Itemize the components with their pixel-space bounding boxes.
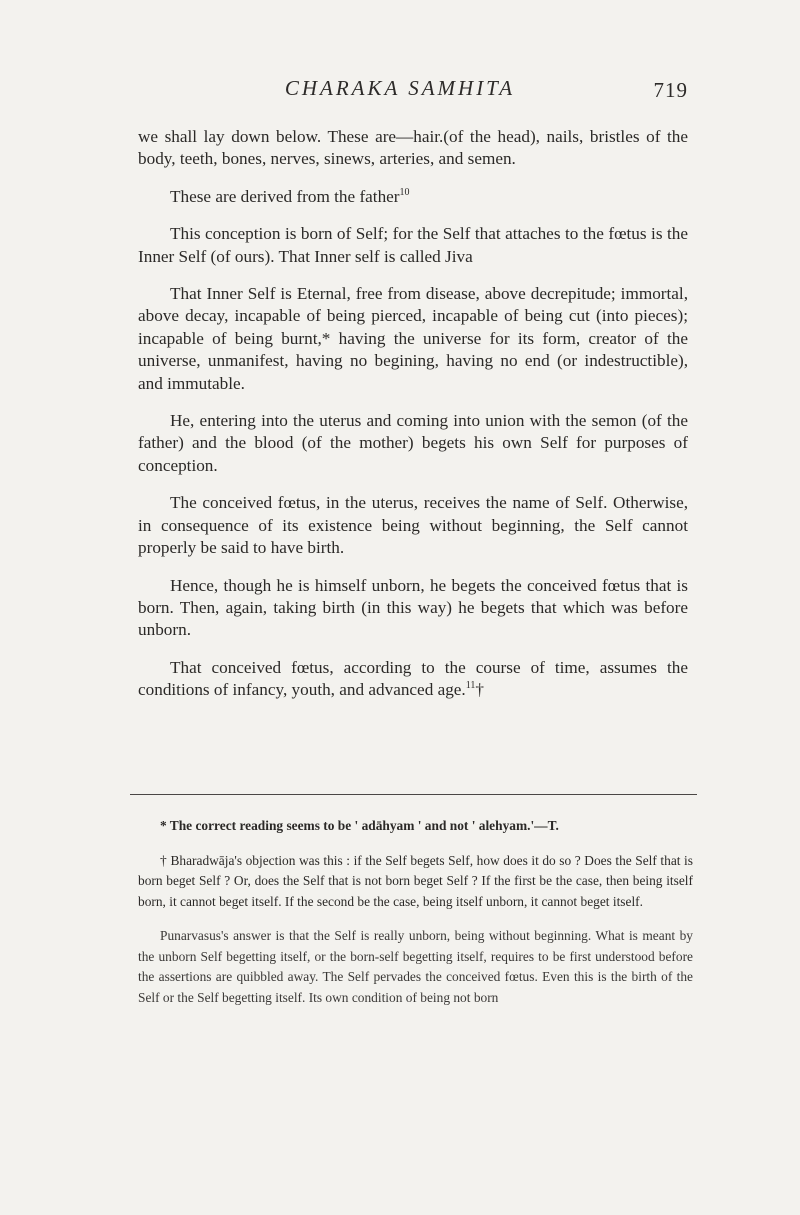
paragraph: we shall lay down below. These are—hair.(of the head), nails, bristles of the body, teeth, bones, nerves, sinews, arteries, and semen. bbox=[138, 127, 688, 169]
running-title: CHARAKA SAMHITA bbox=[284, 76, 516, 100]
paragraph bbox=[138, 186, 688, 208]
paragraph: The conceived fœtus, in the uterus, receives the name of Self. Otherwise, in consequence of its existence being without beginning, the Self cannot properly be said to have birth. bbox=[138, 493, 688, 558]
paragraph: Hence, though he is himself unborn, he begets the conceived fœtus that is born. Then, again, taking birth (in this way) he begets that which was before unborn. bbox=[138, 575, 688, 640]
footnote-divider bbox=[130, 794, 697, 795]
paragraph: That Inner Self is Eternal, free from disease, above decrepitude; immortal, above decay, incapable of being pierced, incapable of being cut (into pieces); incapable of being burnt,* having the universe for its form, creator of the universe, unmanifest, having no begining, having no end (or indestructible), and immutable. bbox=[138, 284, 688, 393]
running-head bbox=[0, 76, 800, 106]
footnote-ref: 10 bbox=[399, 186, 410, 198]
dagger-mark: † bbox=[475, 680, 484, 700]
footnote-ref: 11 bbox=[465, 680, 476, 692]
paragraph-text: These are derived from the father bbox=[170, 186, 400, 206]
page-number: 719 bbox=[653, 78, 688, 102]
footnote-answer: Punarvasus's answer is that the Self is really unborn, being without beginning. What is meant by the unborn Self begetting itself, or the born-self begetting itself, requires to be first understood before the assertions are quibbled away. The Self pervades the conceived fœtus. Even this is the birth of the Self or the Self begetting itself. Its own condition of being not born bbox=[138, 928, 693, 1005]
footnote-dagger: † Bharadwāja's objection was this : if the Self begets Self, how does it do so ? Does the Self that is born beget Self ? Or, does the Self that is not born beget Self ? If the first be the case, then being itself born, it cannot beget itself. If the second be the case, being itself unborn, it cannot beget itself. bbox=[138, 852, 693, 909]
main-text bbox=[138, 126, 688, 717]
paragraph: He, entering into the uterus and coming into union with the semon (of the father) and the blood (of the mother) begets his own Self for purposes of conception. bbox=[138, 411, 688, 475]
paragraph bbox=[138, 657, 688, 702]
footnotes bbox=[138, 816, 693, 1020]
paragraph-text: That conceived fœtus, according to the course of time, assumes the conditions of infancy, youth, and advanced age. bbox=[138, 657, 688, 700]
paragraph: This conception is born of Self; for the Self that attaches to the fœtus is the Inner Self (of ours). That Inner self is called Jiva bbox=[138, 224, 688, 266]
footnote-star: * The correct reading seems to be ' adāhyam ' and not ' alehyam.'—T. bbox=[160, 818, 559, 833]
